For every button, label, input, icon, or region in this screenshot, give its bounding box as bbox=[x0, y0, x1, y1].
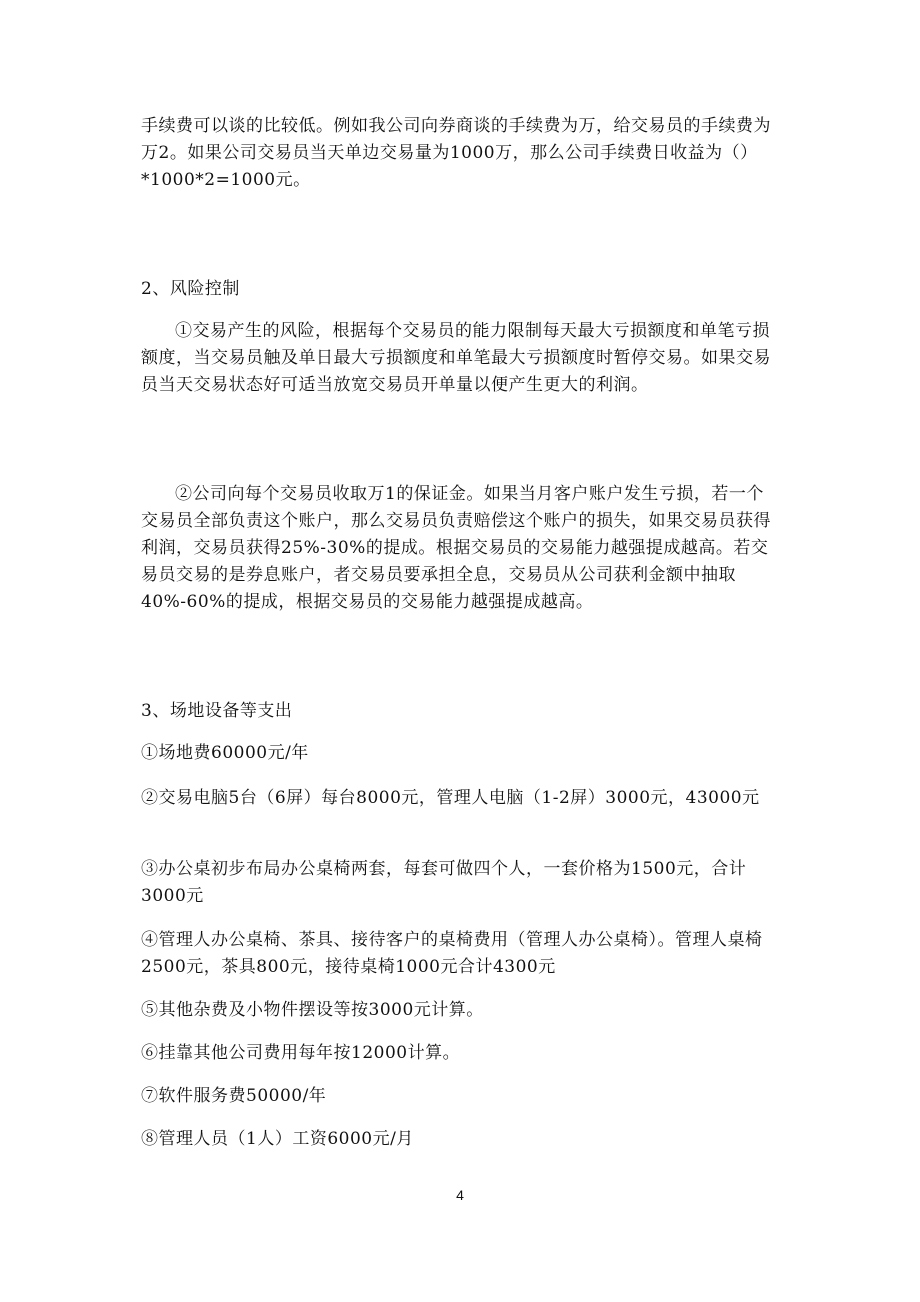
list-item-misc-fees: ⑤其他杂费及小物件摆设等按3000元计算。 bbox=[141, 1000, 484, 1020]
list-item-software-fee: ⑦软件服务费50000/年 bbox=[141, 1086, 327, 1106]
list-item-desks: ③办公桌初步布局办公桌椅两套，每套可做四个人，一套价格为1500元，合计3000元 bbox=[141, 859, 747, 906]
paragraph-risk-1: ①交易产生的风险，根据每个交易员的能力限制每天最大亏损额度和单笔亏损额度，当交易员触及单日最大亏损额度和单笔最大亏损额度时暂停交易。如果交易员当天交易状态好可适当放宽交易员开单量以便产生更大的利润。 bbox=[141, 321, 771, 395]
section-heading-risk-control: 2、风险控制 bbox=[141, 279, 240, 299]
paragraph-risk-2: ②公司向每个交易员收取万1的保证金。如果当月客户账户发生亏损，若一个交易员全部负责这个账户，那么交易员负责赔偿这个账户的损失，如果交易员获得利润，交易员获得25%-30%的提成。根据交易员的交易能力越强提成越高。若交易员交易的是券息账户，者交易员要承担全息，交易员从公司获利金额中抽取40%-60%的提成，根据交易员的交易能力越强提成越高。 bbox=[141, 484, 771, 612]
paragraph-fee-intro: 手续费可以谈的比较低。例如我公司向券商谈的手续费为万，给交易员的手续费为万2。如果公司交易员当天单边交易量为1000万，那么公司手续费日收益为（）*1000*2=1000元。 bbox=[141, 116, 771, 190]
list-item-manager-salary: ⑧管理人员（1人）工资6000元/月 bbox=[141, 1129, 414, 1149]
list-item-site-fee: ①场地费60000元/年 bbox=[141, 743, 309, 763]
section-heading-site-expenses: 3、场地设备等支出 bbox=[141, 701, 293, 721]
list-item-manager-furniture: ④管理人办公桌椅、茶具、接待客户的桌椅费用（管理人办公桌椅）。管理人桌椅2500元，茶具800元，接待桌椅1000元合计4300元 bbox=[141, 930, 763, 977]
list-item-affiliation-fee: ⑥挂靠其他公司费用每年按12000计算。 bbox=[141, 1043, 461, 1063]
list-item-computers: ②交易电脑5台（6屏）每台8000元，管理人电脑（1-2屏）3000元，43000元 bbox=[141, 788, 760, 808]
page-number: 4 bbox=[456, 1187, 464, 1203]
